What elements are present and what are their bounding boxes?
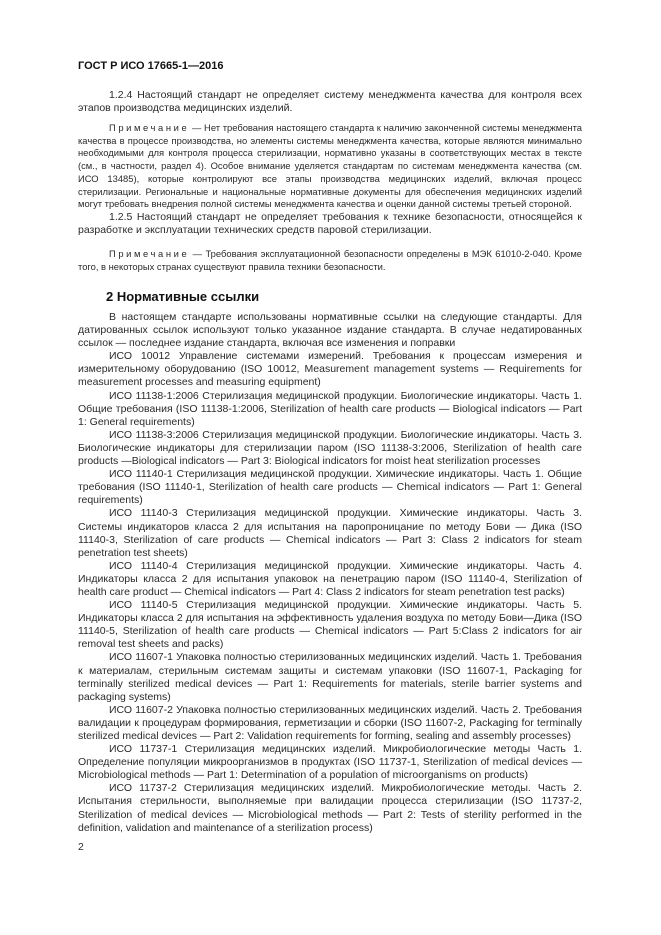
note-label: Примечание: [109, 122, 190, 133]
reference-item: ИСО 11140-3 Стерилизация медицинской продукции. Химические индикаторы. Часть 3. Системы индикаторов класса 2 для испытания на паропроницание по методу Бови — Дика (ISO 11140-3, Sterilization of care products — Chemical indicators — Part 3: Class 2 indicators for steam penetration test sheets): [78, 507, 582, 559]
note-2: Примечание — Требования эксплуатационной безопасности определены в МЭК 61010-2-040. Кроме того, в некоторых странах существуют правила техники безопасности.: [78, 248, 582, 272]
reference-item: ИСО 11737-1 Стерилизация медицинских изделий. Микробиологические методы Часть 1. Определение популяции микроорганизмов в продуктах (ISO 11737-1, Sterilization of medical devices — Microbiological methods — Part 1: Determination of a population of microorganisms on products): [78, 743, 582, 782]
reference-item: ИСО 11607-1 Упаковка полностью стерилизованных медицинских изделий. Часть 1. Требования к материалам, стерильным системам защиты и системам упаковки (ISO 11607-1, Packaging for terminally sterilized medical devices — Part 1: Requirements for materials, sterile barrier systems and packaging systems): [78, 651, 582, 703]
reference-item: ИСО 11138-3:2006 Стерилизация медицинской продукции. Биологические индикаторы. Часть 3. Биологические индикаторы для стерилизации паром (ISO 11138-3:2006, Sterilization of health care products —Biological indicators — Part 3: Biological indicators for moist heat sterilization processes: [78, 428, 582, 468]
reference-item: ИСО 11140-5 Стерилизация медицинской продукции. Химические индикаторы. Часть 5. Индикаторы класса 2 для испытания на эффективность удаления воздуха по методу Бови—Дика (ISO 11140-5, Sterilization of health care products — Chemical indicators — Part 5:Class 2 indicators for air removal test sheets and packs): [78, 599, 582, 651]
section-title: 2 Нормативные ссылки: [106, 289, 260, 304]
reference-item: ИСО 10012 Управление системами измерений. Требования к процессам измерения и измерительному оборудованию (ISO 10012, Measurement management systems — Requirements for measurement processes and measuring equipment): [78, 350, 582, 389]
normative-references: [78, 311, 582, 835]
reference-item: ИСО 11140-1 Стерилизация медицинской продукции. Химические индикаторы. Часть 1. Общие требования (ISO 11140-1, Sterilization of health care products — Chemical indicators — Part 1: General requirements): [78, 468, 582, 507]
clause-1-2-4: 1.2.4 Настоящий стандарт не определяет систему менеджмента качества для контроля всех этапов производства медицинских изделий.: [78, 89, 582, 115]
reference-item: ИСО 11140-4 Стерилизация медицинской продукции. Химические индикаторы. Часть 4. Индикаторы класса 2 для испытания упаковок на пенетрацию паром (ISO 11140-4, Sterilization of health care product — Chemical indicators — Part 4: Class 2 indicators for steam penetration test packs): [78, 559, 582, 598]
clause-1-2-5: 1.2.5 Настоящий стандарт не определяет требования к технике безопасности, относящейся к разработке и эксплуатации технических средств паровой стерилизации.: [78, 211, 582, 237]
note-1: Примечание — Нет требования настоящего стандарта к наличию законченной системы менеджмента качества в процессе производства, но элементы системы менеджмента качества, которые являются минимально необходимыми для контроля процесса стерилизации, нормативно указаны в соответствующих местах в тексте (см., в частности, раздел 4). Особое внимание уделяется стандартам по системам менеджмента качества (см. ИСО 13485), которые контролируют все этапы производства медицинских изделий, включая процесс стерилизации. Региональные и национальные нормативные документы для обеспечения медицинских изделий могут требовать внедрения полной системы менеджмента качества и оценки данной системы третьей стороной.: [78, 122, 582, 210]
reference-item: ИСО 11737-2 Стерилизация медицинских изделий. Микробиологические методы. Часть 2. Испытания стерильности, выполняемые при валидации процесса стерилизации (ISO 11737-2, Sterilization of medical devices — Microbiological methods — Part 2: Tests of sterility performed in the definition, validation and maintenance of a sterilization process): [78, 782, 582, 834]
reference-item: ИСО 11138-1:2006 Стерилизация медицинской продукции. Биологические индикаторы. Часть 1. Общие требования (ISO 11138-1:2006, Sterilization of health care products — Biological indicators — Part 1: General requirements): [78, 389, 582, 428]
document-header: ГОСТ Р ИСО 17665-1—2016: [78, 60, 224, 72]
reference-item: В настоящем стандарте использованы нормативные ссылки на следующие стандарты. Для датированных ссылок используют только указанное издание стандарта. В случае недатированных ссылок — последнее издание стандарта, включая все изменения и поправки: [78, 311, 582, 350]
page-number: 2: [78, 841, 84, 853]
reference-item: ИСО 11607-2 Упаковка полностью стерилизованных медицинских изделий. Часть 2. Требования валидации к процедурам формирования, герметизации и сборки (ISO 11607-2, Packaging for terminally sterilized medical devices — Part 2: Validation requirements for forming, sealing and assembly processes): [78, 703, 582, 742]
note-label: Примечание: [109, 248, 190, 259]
